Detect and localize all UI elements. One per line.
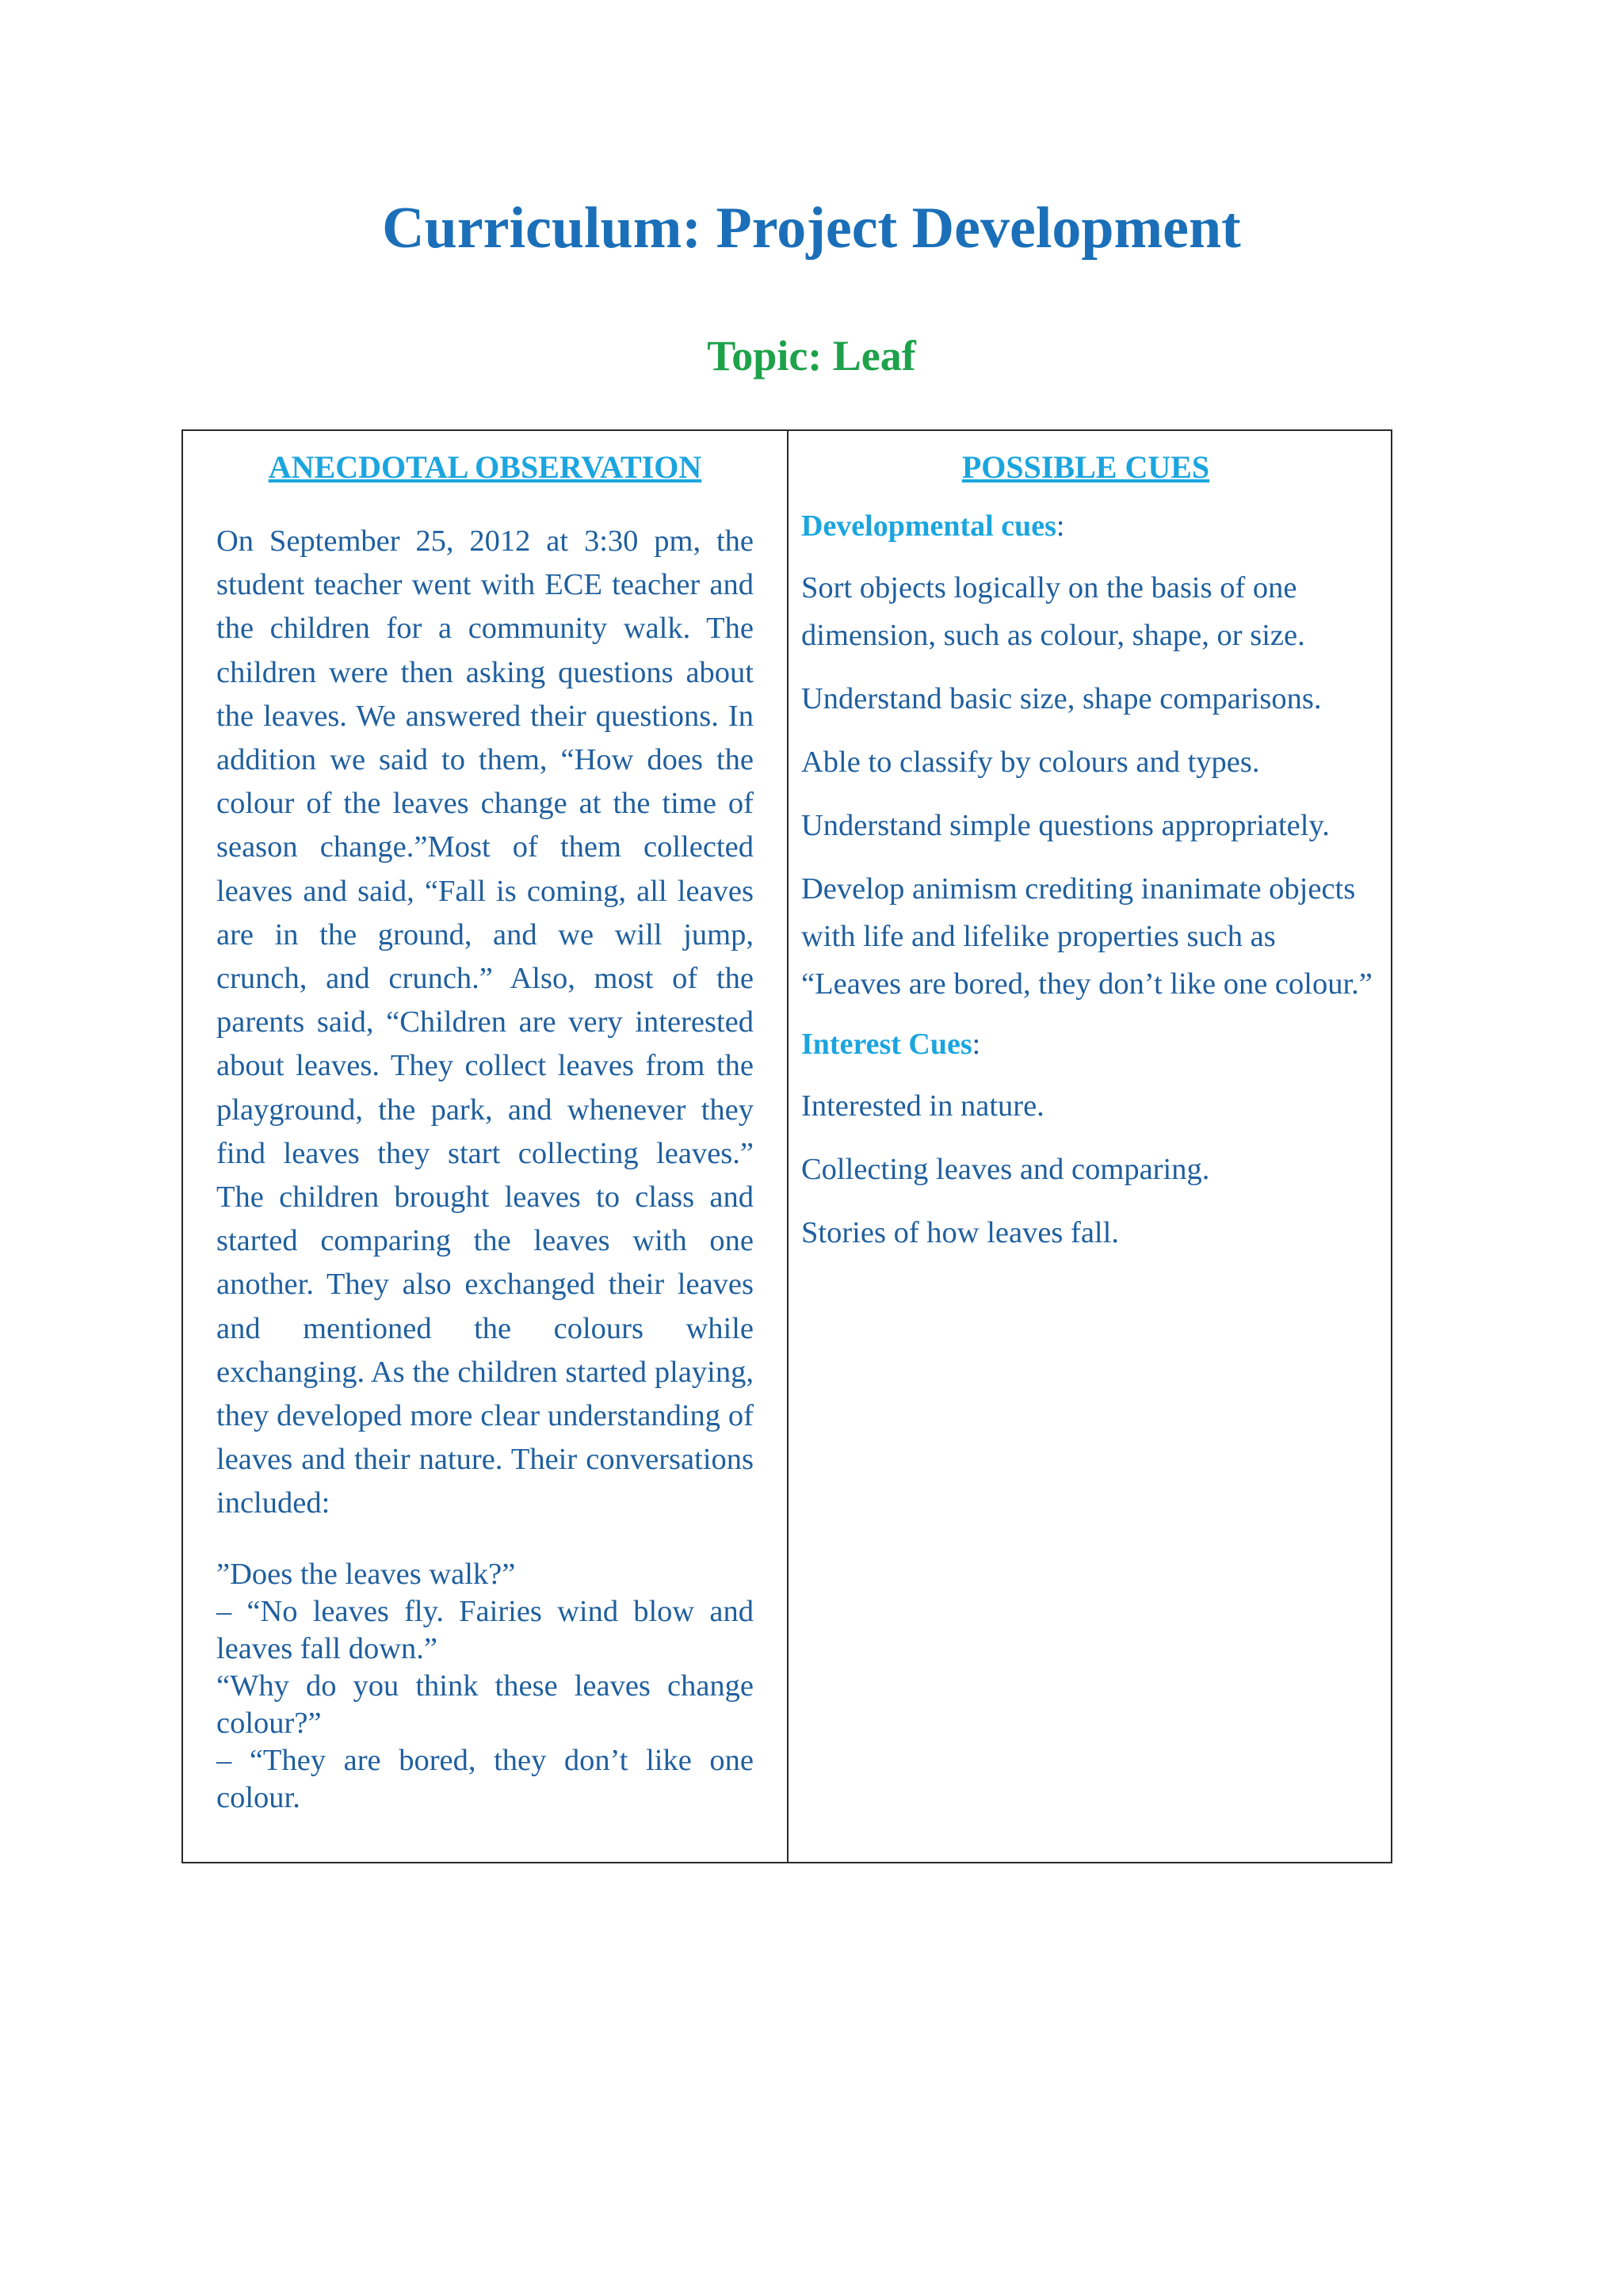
heading-colon: :: [1056, 509, 1065, 543]
topic-heading: Topic: Leaf: [707, 332, 916, 379]
cue-item: Understand basic size, shape comparisons.: [801, 682, 1322, 715]
interest-cues-section: [801, 1020, 1380, 1257]
column-divider: [787, 431, 789, 1862]
dialogue-line: ”Does the leaves walk?”: [216, 1557, 516, 1591]
cue-item: Stories of how leaves fall.: [801, 1216, 1119, 1249]
possible-cues-heading: POSSIBLE CUES: [961, 449, 1210, 485]
cue-item: Collecting leaves and comparing.: [801, 1153, 1210, 1186]
interest-cues-label: Interest Cues: [801, 1028, 972, 1061]
cue-item: Understand simple questions appropriately.: [801, 809, 1330, 842]
developmental-cues-label: Developmental cues: [801, 509, 1056, 543]
heading-colon: :: [972, 1028, 981, 1061]
interest-cues-heading: [801, 1020, 1380, 1068]
dialogue-line: – “No leaves fly. Fairies wind blow and leaves fall down.”: [216, 1594, 754, 1665]
conversation-transcript: [216, 1556, 754, 1817]
developmental-cues-heading: [801, 502, 1380, 550]
anecdotal-observation-column: [216, 447, 754, 1817]
dialogue-line: “Why do you think these leaves change colour?”: [216, 1669, 754, 1740]
page-title: Curriculum: Project Development: [382, 196, 1241, 261]
dialogue-line: – “They are bored, they don’t like one colour.: [216, 1743, 754, 1814]
cue-item: Able to classify by colours and types.: [801, 746, 1260, 779]
observation-narrative: On September 25, 2012 at 3:30 pm, the student teacher went with ECE teacher and the children for a community walk. The children were then asking questions about the leaves. We answered their questions. In addition we said to them, “How does the colour of the leaves change at the time of season change.”Most of them collected leaves and said, “Fall is coming, all leaves are in the ground, and we will jump, crunch, and crunch.” Also, most of the parents said, “Children are very interested about leaves. They collect leaves from the playground, the park, and whenever they find leaves they start collecting leaves.” The children brought leaves to class and started comparing the leaves with one another. They also exchanged their leaves and mentioned the colours while exchanging. As the children started playing, they developed more clear understanding of leaves and their nature. Their conversations included:: [216, 524, 754, 1520]
cue-item: Sort objects logically on the basis of one dimension, such as colour, shape, or size.: [801, 571, 1305, 652]
cue-item: Develop animism crediting inanimate objects with life and lifelike properties such as “Leaves are bored, they don’t like one colour.”: [801, 872, 1373, 1001]
observation-table: [181, 429, 1392, 1863]
cue-item: Interested in nature.: [801, 1089, 1044, 1123]
developmental-cues-section: [801, 502, 1380, 1008]
anecdotal-observation-heading: ANECDOTAL OBSERVATION: [268, 449, 702, 485]
possible-cues-column: [801, 447, 1380, 1272]
